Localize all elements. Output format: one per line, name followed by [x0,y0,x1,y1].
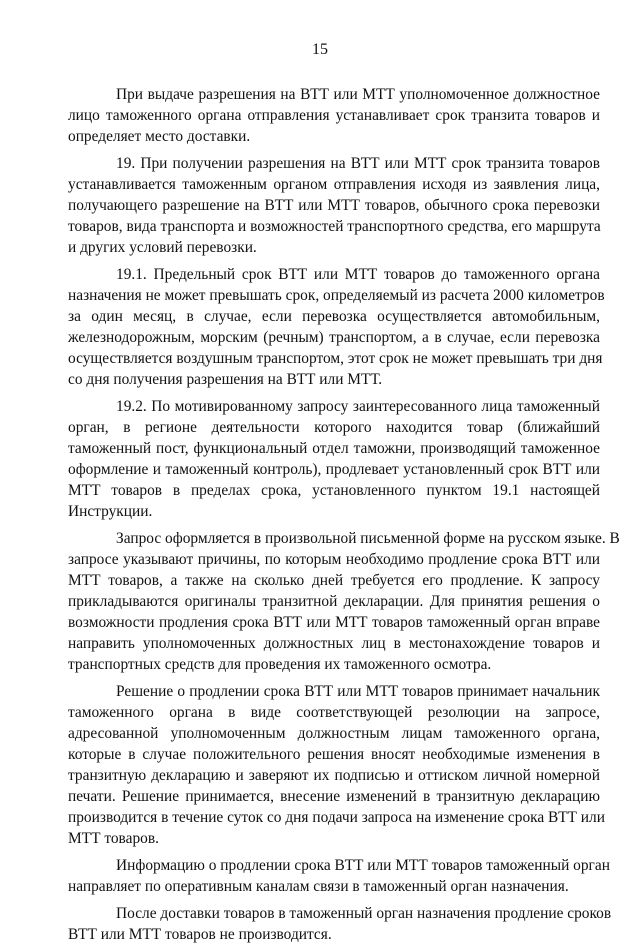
text-line: направляет по оперативным каналам связи в таможенный орган назначения. [68,878,569,895]
text-line: транспортных средств для проведения их таможенного осмотра. [68,656,492,673]
text-line: за один месяц, в случае, если перевозка осуществляется автомобильным, [68,308,600,325]
paragraph-1 [68,84,600,147]
paragraph-7 [68,855,610,897]
text-line: таможенного органа в виде соответствующей резолюции на запросе, [68,704,600,721]
text-line: Информацию о продлении срока ВТТ или МТТ товаров таможенный орган [116,857,610,874]
text-line: и других условий перевозки. [68,239,257,256]
text-line: орган, в регионе деятельности которого находится товар (ближайший [68,419,600,436]
text-line: Решение о продлении срока ВТТ или МТТ товаров принимает начальник [116,683,600,700]
text-line: 19.1. Предельный срок ВТТ или МТТ товаров до таможенного органа [116,266,600,283]
document-body [68,84,620,951]
text-line: прикладываются оригиналы транзитной декларации. Для принятия решения о [68,593,600,610]
text-line: печати. Решение принимается, внесение изменений в транзитную декларацию [68,788,600,805]
text-line: 19. При получении разрешения на ВТТ или МТТ срок транзита товаров [116,155,600,172]
text-line: При выдаче разрешения на ВТТ или МТТ уполномоченное должностное [116,86,600,103]
text-line: направить уполномоченных должностных лиц в местонахождение товаров и [68,635,600,652]
text-line: назначения не может превышать срок, определяемый из расчета 2000 километров [68,287,605,304]
text-line: Инструкции. [68,503,153,520]
text-line: Запрос оформляется в произвольной письменной форме на русском языке. В [116,530,620,547]
text-line: железнодорожным, морским (речным) транспортом, а в случае, если перевозка [68,329,600,346]
paragraph-8 [68,903,612,945]
text-line: 19.2. По мотивированному запросу заинтересованного лица таможенный [116,398,600,415]
text-line: МТТ товаров в пределах срока, установленного пунктом 19.1 настоящей [68,482,600,499]
text-line: запросе указывают причины, по которым необходимо продление срока ВТТ или [68,551,600,568]
paragraph-5 [68,528,620,675]
text-line: ВТТ или МТТ товаров не производится. [68,926,332,943]
text-line: адресованной уполномоченным должностным лицам таможенного органа, [68,725,600,742]
text-line: МТТ товаров. [68,830,159,847]
paragraph-2 [68,153,600,258]
text-line: устанавливается таможенным органом отправления исходя из заявления лица, [68,176,600,193]
text-line: транзитную декларацию и заверяют их подписью и оттиском личной номерной [68,767,600,784]
text-line: МТТ товаров, а также на сколько дней требуется его продление. К запросу [68,572,600,589]
text-line: После доставки товаров в таможенный орган назначения продление сроков [116,905,612,922]
text-line: возможности продления срока ВТТ или МТТ товаров таможенный орган вправе [68,614,600,631]
text-line: получающего разрешение на ВТТ или МТТ товаров, обычного срока перевозки [68,197,600,214]
paragraph-6 [68,681,605,849]
text-line: лицо таможенного органа отправления устанавливает срок транзита товаров и [68,107,600,124]
text-line: таможенный пост, функциональный отдел таможни, производящий таможенное [68,440,600,457]
text-line: со дня получения разрешения на ВТТ или МТТ. [68,371,383,388]
text-line: которые в случае положительного решения вносят необходимые изменения в [68,746,600,763]
paragraph-3 [68,264,605,390]
paragraph-4 [68,396,600,522]
text-line: определяет место доставки. [68,128,251,145]
text-line: производится в течение суток со дня подачи запроса на изменение срока ВТТ или [68,809,605,826]
text-line: осуществляется воздушным транспортом, этот срок не может превышать три дня [68,350,603,367]
text-line: оформление и таможенный контроль), продлевает установленный срок ВТТ или [68,461,600,478]
page-number: 15 [312,41,328,58]
text-line: товаров, вида транспорта и возможностей транспортного средства, его маршрута [68,218,601,235]
